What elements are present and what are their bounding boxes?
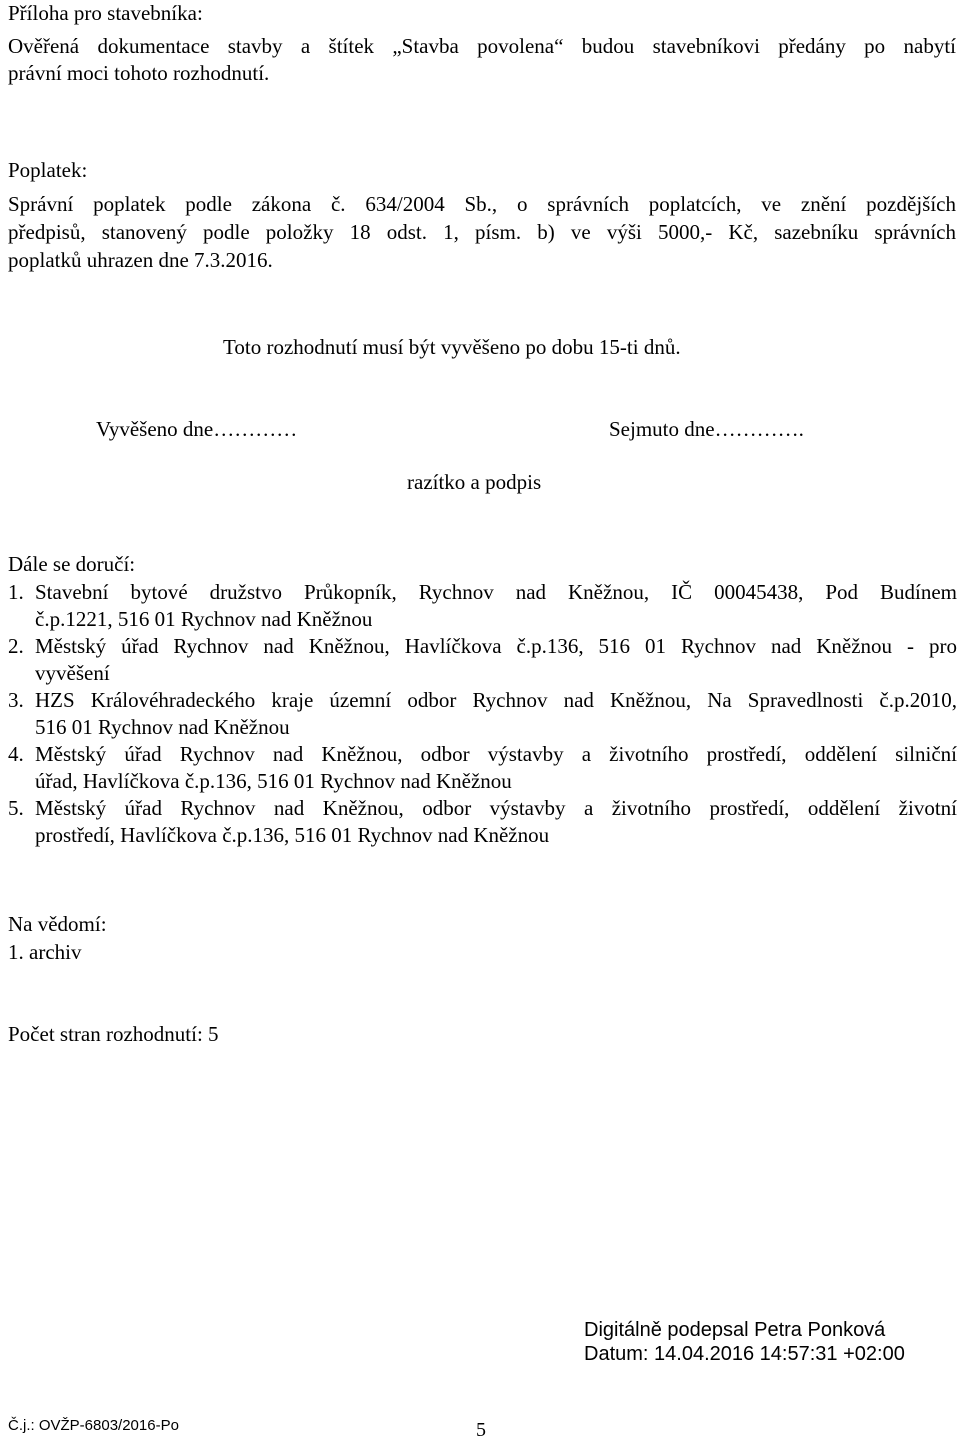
stamp-signature-label: razítko a podpis: [407, 470, 542, 494]
delivery-item-line-2: prostředí, Havlíčkova č.p.136, 516 01 Rychnov nad Kněžnou: [35, 823, 550, 847]
delivery-item-number: 5.: [8, 796, 24, 820]
attachment-line-1: Ověřená dokumentace stavby a štítek „Stavba povolena“ budou stavebníkovi předány po nabytí: [8, 34, 956, 58]
posted-date-label: Vyvěšeno dne…………: [96, 417, 298, 441]
notice-heading: Na vědomí:: [8, 912, 107, 936]
fee-line-1: Správní poplatek podle zákona č. 634/2004 Sb., o správních poplatcích, ve znění pozdějších: [8, 192, 956, 216]
delivery-item-line-1: HZS Královéhradeckého kraje územní odbor Rychnov nad Kněžnou, Na Spravedlnosti č.p.2010,: [35, 688, 957, 712]
fee-line-3: poplatků uhrazen dne 7.3.2016.: [8, 248, 273, 272]
delivery-item-line-2: úřad, Havlíčkova č.p.136, 516 01 Rychnov nad Kněžnou: [35, 769, 512, 793]
signature-line-1: Digitálně podepsal Petra Ponková: [584, 1319, 886, 1341]
delivery-item-number: 4.: [8, 742, 24, 766]
posting-notice: Toto rozhodnutí musí být vyvěšeno po dobu 15-ti dnů.: [223, 335, 681, 359]
delivery-item-number: 2.: [8, 634, 24, 658]
reference-number: Č.j.: OVŽP-6803/2016-Po: [8, 1417, 179, 1434]
fee-heading: Poplatek:: [8, 158, 88, 182]
delivery-item-line-1: Stavební bytové družstvo Průkopník, Rychnov nad Kněžnou, IČ 00045438, Pod Budínem: [35, 580, 957, 604]
signature-line-2: Datum: 14.04.2016 14:57:31 +02:00: [584, 1343, 905, 1365]
notice-item: 1. archiv: [8, 940, 82, 964]
delivery-item-line-2: 516 01 Rychnov nad Kněžnou: [35, 715, 290, 739]
removed-date-label: Sejmuto dne………….: [609, 417, 804, 441]
delivery-item-line-1: Městský úřad Rychnov nad Kněžnou, odbor výstavby a životního prostředí, oddělení silniční: [35, 742, 957, 766]
delivery-item-number: 3.: [8, 688, 24, 712]
delivery-item-number: 1.: [8, 580, 24, 604]
delivery-item-line-1: Městský úřad Rychnov nad Kněžnou, odbor výstavby a životního prostředí, oddělení životní: [35, 796, 957, 820]
page-number: 5: [476, 1419, 486, 1441]
fee-line-2: předpisů, stanovený podle položky 18 odst. 1, písm. b) ve výši 5000,- Kč, sazebníku správních: [8, 220, 956, 244]
delivery-heading: Dále se doručí:: [8, 552, 136, 576]
page-count: Počet stran rozhodnutí: 5: [8, 1022, 219, 1046]
delivery-item-line-2: vyvěšení: [35, 661, 110, 685]
attachment-heading: Příloha pro stavebníka:: [8, 1, 203, 25]
delivery-item-line-2: č.p.1221, 516 01 Rychnov nad Kněžnou: [35, 607, 373, 631]
delivery-item-line-1: Městský úřad Rychnov nad Kněžnou, Havlíčkova č.p.136, 516 01 Rychnov nad Kněžnou - pro: [35, 634, 957, 658]
attachment-line-2: právní moci tohoto rozhodnutí.: [8, 61, 270, 85]
